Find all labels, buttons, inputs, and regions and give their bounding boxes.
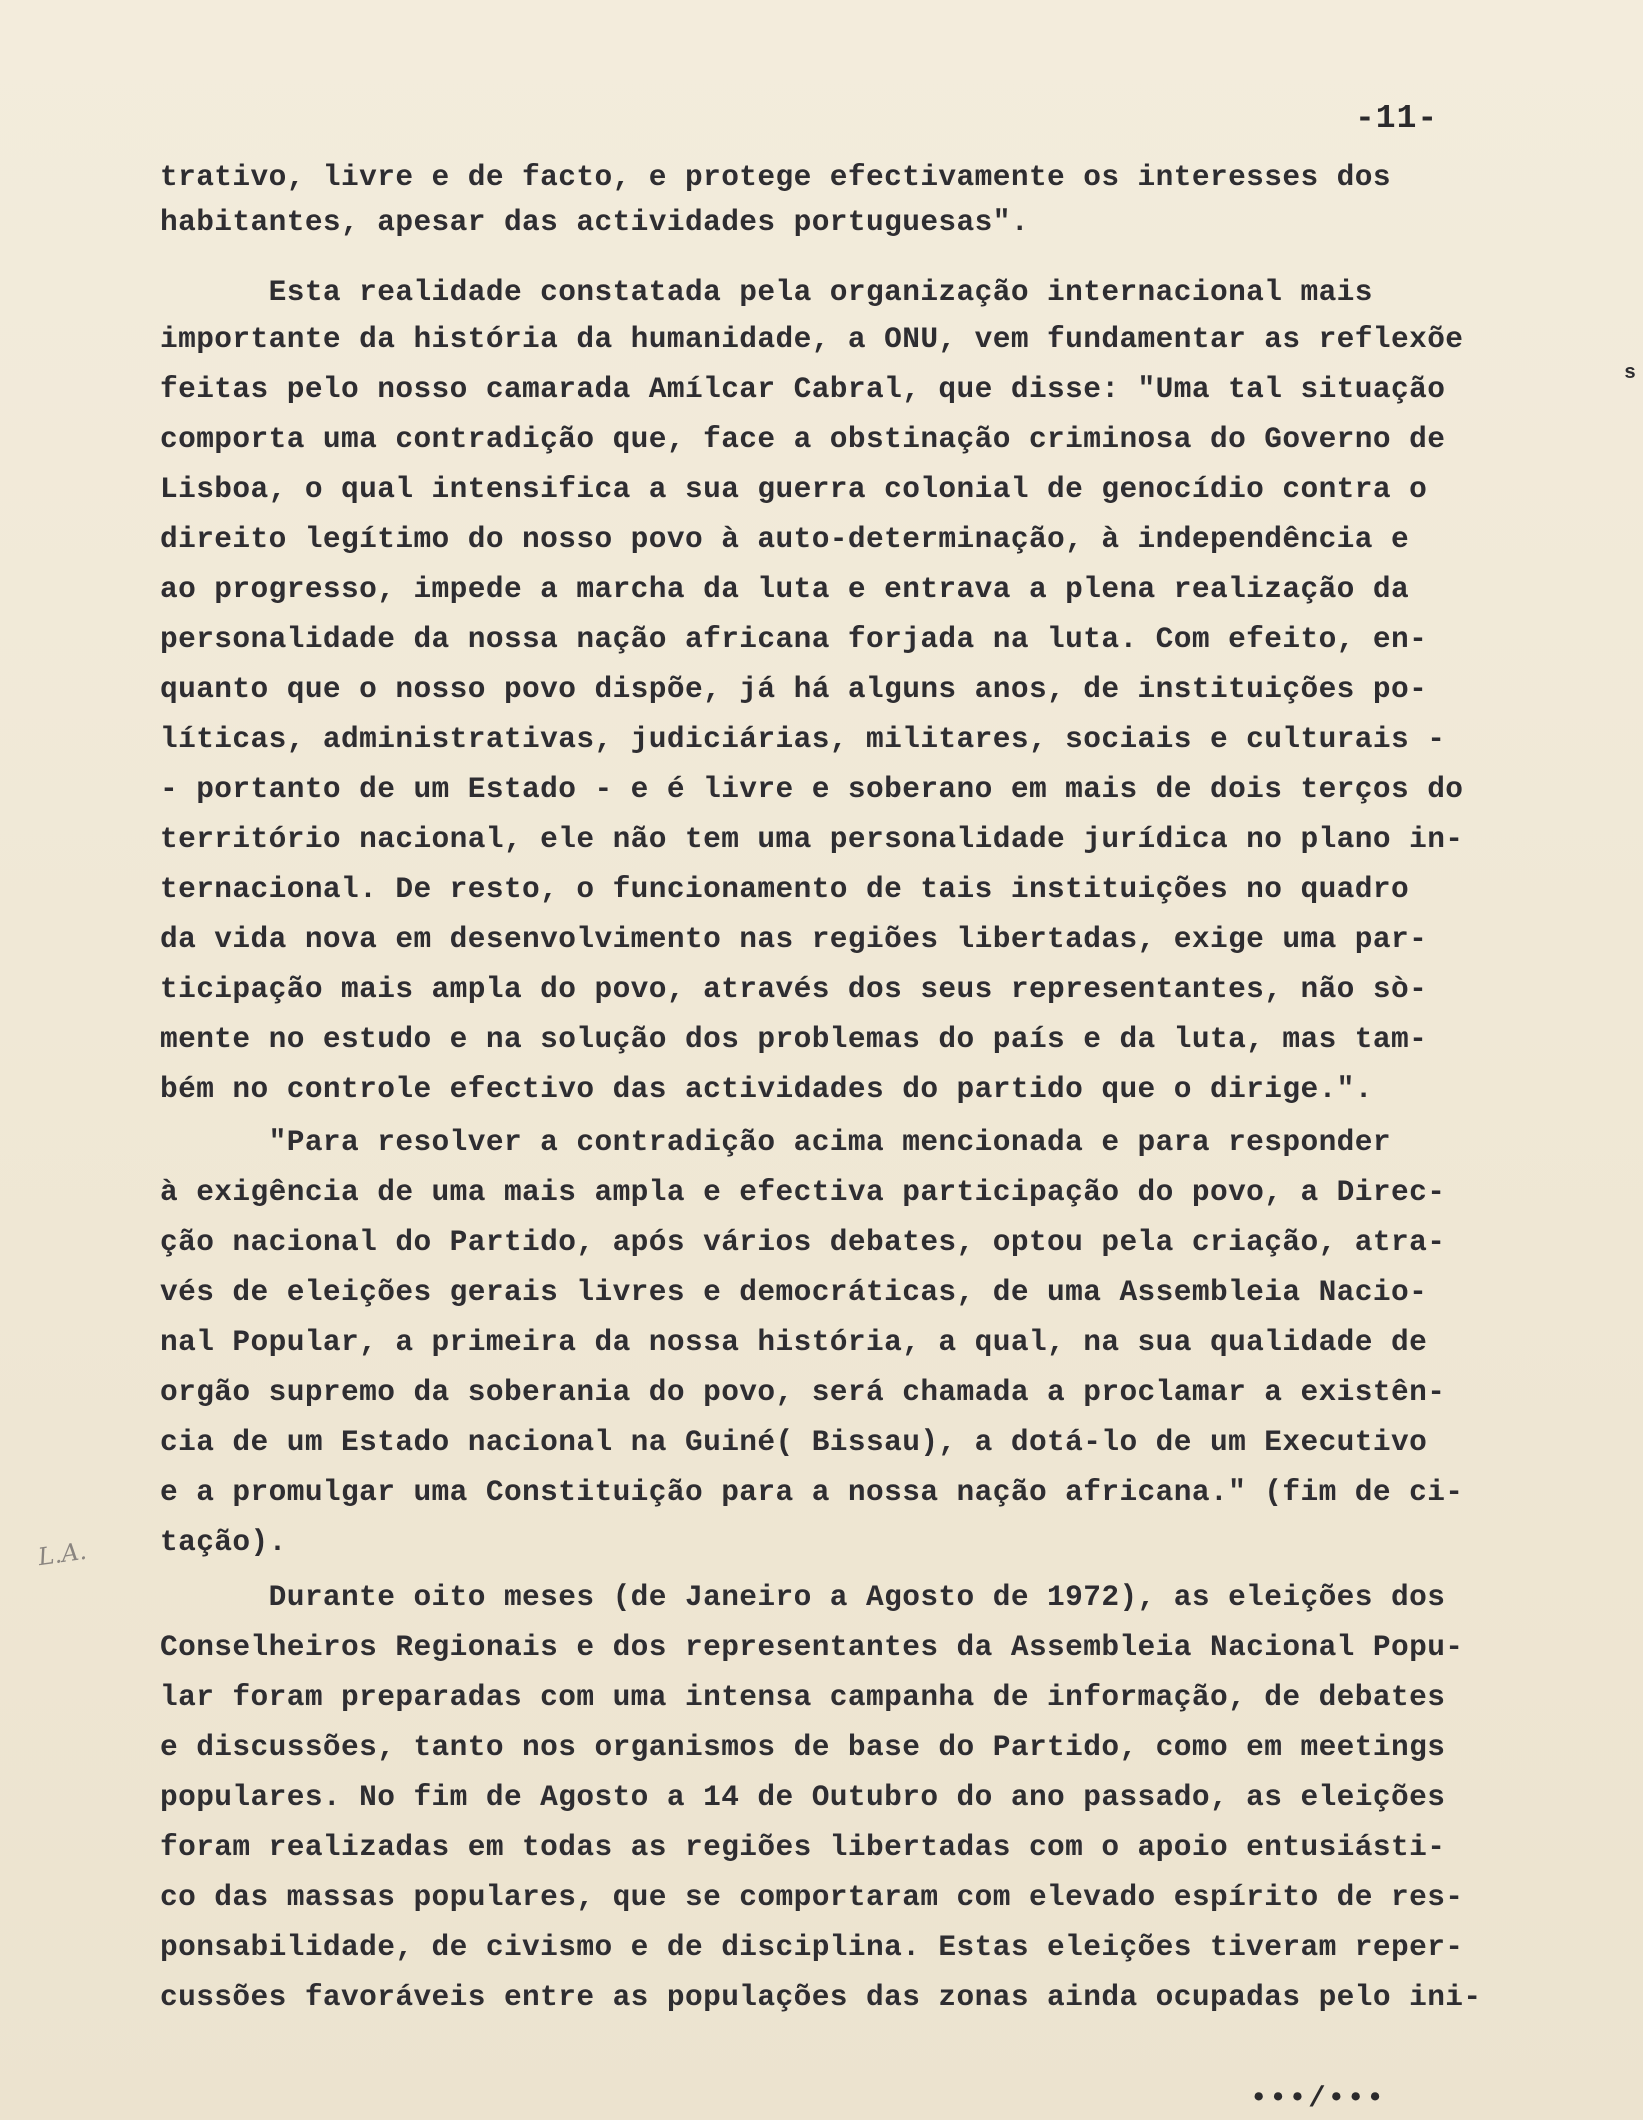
text-line: ção nacional do Partido, após vários debates, optou pela criação, atra-: [160, 1225, 1446, 1259]
text-line: e discussões, tanto nos organismos de base do Partido, como em meetings: [160, 1730, 1446, 1764]
text-line: orgão supremo da soberania do povo, será chamada a proclamar a existên-: [160, 1375, 1446, 1409]
text-line: trativo, livre e de facto, e protege efectivamente os interesses dos: [160, 160, 1391, 194]
text-line: lar foram preparadas com uma intensa campanha de informação, de debates: [160, 1680, 1446, 1714]
text-line: à exigência de uma mais ampla e efectiva participação do povo, a Direc-: [160, 1175, 1446, 1209]
text-line: comporta uma contradição que, face a obstinação criminosa do Governo de: [160, 422, 1446, 456]
text-line: Lisboa, o qual intensifica a sua guerra colonial de genocídio contra o: [160, 472, 1428, 506]
text-line: habitantes, apesar das actividades portuguesas".: [160, 205, 1029, 239]
text-line: e a promulgar uma Constituição para a nossa nação africana." (fim de ci-: [160, 1475, 1464, 1509]
text-line: bém no controle efectivo das actividades do partido que o dirige.".: [160, 1072, 1373, 1106]
text-line: ao progresso, impede a marcha da luta e entrava a plena realização da: [160, 572, 1410, 606]
text-line: Esta realidade constatada pela organização internacional mais: [160, 275, 1373, 309]
text-line: Durante oito meses (de Janeiro a Agosto de 1972), as eleições dos: [160, 1580, 1446, 1614]
margin-stray-letter: s: [1624, 362, 1637, 385]
text-line: direito legítimo do nosso povo à auto-determinação, à independência e: [160, 522, 1410, 556]
text-line: personalidade da nossa nação africana forjada na luta. Com efeito, en-: [160, 622, 1428, 656]
text-line: - portanto de um Estado - e é livre e soberano em mais de dois terços do: [160, 772, 1464, 806]
text-line: foram realizadas em todas as regiões libertadas com o apoio entusiásti-: [160, 1830, 1446, 1864]
text-line: líticas, administrativas, judiciárias, militares, sociais e culturais -: [160, 722, 1446, 756]
margin-handwritten-note: L.A.: [36, 1536, 89, 1572]
page-number: -11-: [1355, 100, 1439, 137]
text-line: cia de um Estado nacional na Guiné( Bissau), a dotá-lo de um Executivo: [160, 1425, 1428, 1459]
text-line: cussões favoráveis entre as populações das zonas ainda ocupadas pelo ini-: [160, 1980, 1482, 2014]
text-line: ticipação mais ampla do povo, através dos seus representantes, não sò-: [160, 972, 1428, 1006]
text-line: co das massas populares, que se comportaram com elevado espírito de res-: [160, 1880, 1464, 1914]
continuation-marker: •••/•••: [1250, 2082, 1386, 2115]
text-line: ponsabilidade, de civismo e de disciplina. Estas eleições tiveram reper-: [160, 1930, 1464, 1964]
text-line: "Para resolver a contradição acima mencionada e para responder: [160, 1125, 1391, 1159]
text-line: território nacional, ele não tem uma personalidade jurídica no plano in-: [160, 822, 1464, 856]
text-line: feitas pelo nosso camarada Amílcar Cabral, que disse: "Uma tal situação: [160, 372, 1446, 406]
text-line: ternacional. De resto, o funcionamento de tais instituições no quadro: [160, 872, 1410, 906]
text-line: nal Popular, a primeira da nossa história, a qual, na sua qualidade de: [160, 1325, 1428, 1359]
text-line: importante da história da humanidade, a ONU, vem fundamentar as reflexõe: [160, 322, 1464, 356]
text-line: da vida nova em desenvolvimento nas regiões libertadas, exige uma par-: [160, 922, 1428, 956]
text-line: Conselheiros Regionais e dos representantes da Assembleia Nacional Popu-: [160, 1630, 1464, 1664]
text-line: tação).: [160, 1525, 287, 1559]
text-line: populares. No fim de Agosto a 14 de Outubro do ano passado, as eleições: [160, 1780, 1446, 1814]
text-line: vés de eleições gerais livres e democráticas, de uma Assembleia Nacio-: [160, 1275, 1428, 1309]
text-line: mente no estudo e na solução dos problemas do país e da luta, mas tam-: [160, 1022, 1428, 1056]
text-line: quanto que o nosso povo dispõe, já há alguns anos, de instituições po-: [160, 672, 1428, 706]
